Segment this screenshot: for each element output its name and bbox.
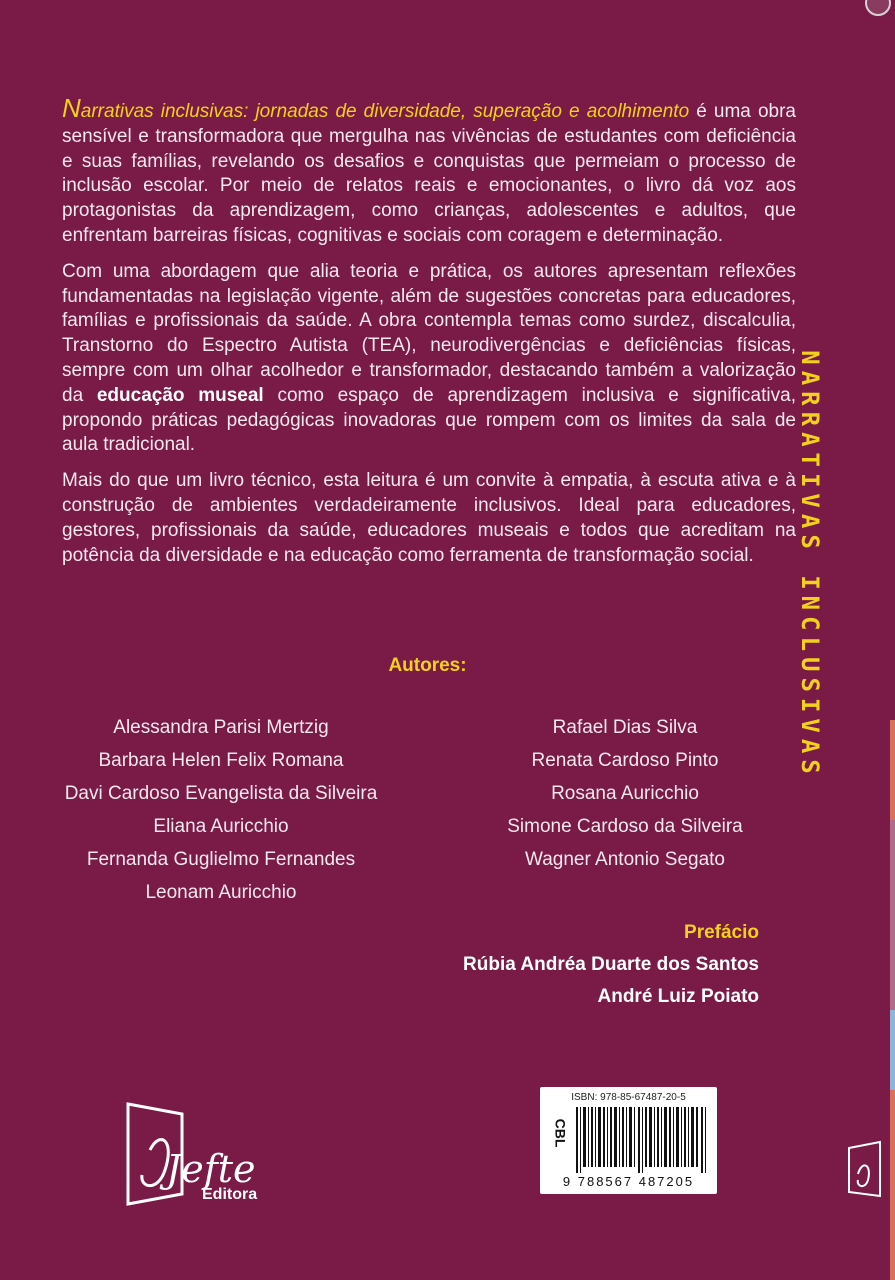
author-name: Rafael Dias Silva xyxy=(552,717,698,738)
spine-edge-strip xyxy=(890,1090,895,1280)
blurb-text xyxy=(62,93,796,579)
author-name: Rosana Auricchio xyxy=(551,783,699,804)
author-name: Alessandra Parisi Mertzig xyxy=(113,717,329,738)
author-name: Leonam Auricchio xyxy=(145,882,297,903)
spine-edge-strip xyxy=(890,720,895,820)
author-name: Eliana Auricchio xyxy=(153,816,289,837)
publisher-seal-icon xyxy=(846,1140,884,1198)
blurb-paragraph-2 xyxy=(62,260,796,458)
cbl-mark: CBL xyxy=(552,1118,569,1148)
blurb-paragraph-2-end: como espaço de aprendizagem inclusiva e significativa, propondo práticas pedagógicas inovadoras que rompem com os limites da sala de aula tradicional. xyxy=(62,384,796,456)
authors-left-column xyxy=(60,715,382,913)
spine-title: NARRATIVAS INCLUSIVAS xyxy=(796,350,824,780)
author-name: Simone Cardoso da Silveira xyxy=(507,816,743,837)
isbn-barcode-box xyxy=(540,1087,717,1194)
blurb-bold-phrase: educação museal xyxy=(96,384,264,406)
publisher-logo xyxy=(120,1100,290,1210)
spine-edge-strip xyxy=(890,1010,895,1090)
publisher-name: Editora xyxy=(202,1186,258,1203)
blurb-paragraph-3: Mais do que um livro técnico, esta leitura é um convite à empatia, à escuta ativa e à construção de ambientes verdadeiramente inclusivos. Ideal para educadores, gestores, profissionais da saúde, educadores museais e todos que acreditam na potência da diversidade e na educação como ferramenta de transformação social. xyxy=(62,470,796,566)
author-name: Barbara Helen Felix Romana xyxy=(98,750,344,771)
blurb-dropcap: N xyxy=(62,93,81,123)
blurb-paragraph-2-start: Com uma abordagem que alia teoria e prática, os autores apresentam reflexões fundamentadas na legislação vigente, além de sugestões concretas para educadores, famílias e profissionais da saúde. A obra contempla temas como surdez, discalculia, Transtorno do Espectro Autista (TEA), neurodivergências e deficiências físicas, sempre com um olhar acolhedor e transformador, destacando também a valorização da xyxy=(62,260,796,406)
author-name: Davi Cardoso Evangelista da Silveira xyxy=(64,783,378,804)
authors-right-column xyxy=(480,715,770,880)
spine-edge-strip xyxy=(890,820,895,1010)
preface-label: Prefácio xyxy=(684,922,759,943)
author-name: Fernanda Guglielmo Fernandes xyxy=(86,849,356,870)
authors-heading: Autores: xyxy=(388,655,467,676)
barcode-icon xyxy=(576,1107,708,1173)
blurb-paragraph-1 xyxy=(62,93,796,249)
preface-author: André Luiz Poiato xyxy=(597,986,759,1007)
book-title-inline: arrativas inclusivas: jornadas de diversidade, superação e acolhimento xyxy=(80,101,690,122)
author-name: Renata Cardoso Pinto xyxy=(531,750,719,771)
isbn-label: ISBN: 978-85-67487-20-5 xyxy=(571,1092,686,1103)
preface-author: Rúbia Andréa Duarte dos Santos xyxy=(463,954,759,975)
barcode-number: 9 788567 487205 xyxy=(562,1174,695,1189)
preface-block xyxy=(463,917,759,1013)
corner-seal-icon xyxy=(865,0,891,16)
logo-wordmark: Jefte xyxy=(166,1147,256,1191)
author-name: Wagner Antonio Segato xyxy=(525,849,725,870)
blurb-paragraph-1-text: é uma obra sensível e transformadora que mergulha nas vivências de estudantes com deficiência e suas famílias, revelando os desafios e conquistas que permeiam o processo de inclusão escolar. Por meio de relatos reais e emocionantes, o livro dá voz aos protagonistas da aprendizagem, como crianças, adolescentes e adultos, que enfrentam barreiras físicas, cognitivas e sociais com coragem e determinação. xyxy=(62,101,796,246)
